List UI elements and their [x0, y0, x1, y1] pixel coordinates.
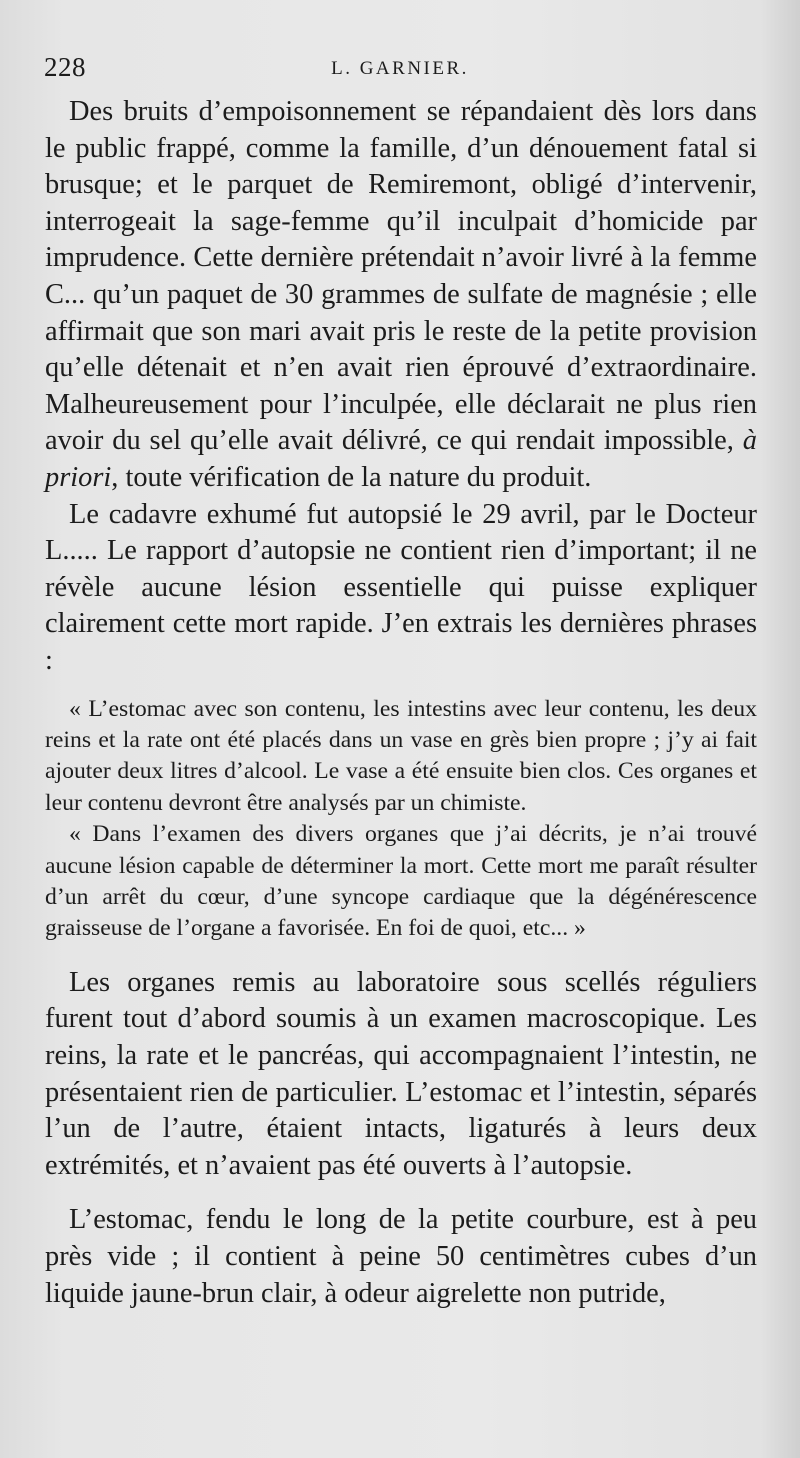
page-header — [44, 52, 756, 88]
quote-paragraph: « L’estomac avec son contenu, les intestins avec leur contenu, les deux reins et la rate ont été placés dans un vase en grès bien propre ; j’y ai fait ajouter deux litres d’alcool. Le vase a été ensuite bien clos. Ces organes et leur contenu devront être analysés par un chimiste. — [45, 695, 757, 816]
quote-paragraph: « Dans l’examen des divers organes que j’ai décrits, je n’ai trouvé aucune lésion capable de déterminer la mort. Cette mort me paraît résulter d’un arrêt du cœur, d’une syncope cardiaque que la dégénérescence graisseuse de l’organe a favorisée. En foi de quoi, etc... » — [45, 821, 757, 942]
page-body — [45, 94, 757, 1312]
italic-phrase: à priori — [45, 425, 757, 493]
paragraph-autopsy: Le cadavre exhumé fut autopsié le 29 avril, par le Docteur L..... Le rapport d’autopsie ne contient rien d’important; il ne révèle aucune lésion essentielle qui puisse expliquer clairement cette mort rapide. J’en extrais les dernières phrases : — [45, 498, 757, 676]
running-head: L. GARNIER. — [331, 58, 469, 79]
paragraph-poisoning-rumors — [45, 94, 757, 497]
autopsy-quote-block — [45, 694, 757, 945]
paragraph-text: Des bruits d’empoisonnement se répandaient dès lors dans le public frappé, comme la famille, d’un dénouement fatal si brusque; et le parquet de Remiremont, obligé d’intervenir, interrogeait la sage-femme qu’il inculpait d’homicide par imprudence. Cette dernière prétendait n’avoir livré à la femme C... qu’un paquet de 30 grammes de sulfate de magnésie ; elle affirmait que son mari avait pris le reste de la petite provision qu’elle détenait et n’en avait rien éprouvé d’extraordinaire. Malheureusement pour l’inculpée, elle déclarait ne plus rien avoir du sel qu’elle avait délivré, ce qui rendait impossible, — [45, 96, 757, 457]
paragraph-laboratory: Les organes remis au laboratoire sous scellés réguliers furent tout d’abord soumis à un examen macroscopique. Les reins, la rate et le pancréas, qui accompagnaient l’intestin, ne présentaient rien de particulier. L’estomac et l’intestin, séparés l’un de l’autre, étaient intacts, ligaturés à leurs deux extrémités, et n’avaient pas été ouverts à l’autopsie. — [45, 966, 757, 1181]
paragraph-text: , toute vérification de la nature du produit. — [111, 461, 592, 493]
page-number: 228 — [44, 52, 86, 82]
paragraph-stomach: L’estomac, fendu le long de la petite courbure, est à peu près vide ; il contient à peine 50 centimètres cubes d’un liquide jaune-brun clair, à odeur aigrelette non putride, — [45, 1204, 757, 1309]
